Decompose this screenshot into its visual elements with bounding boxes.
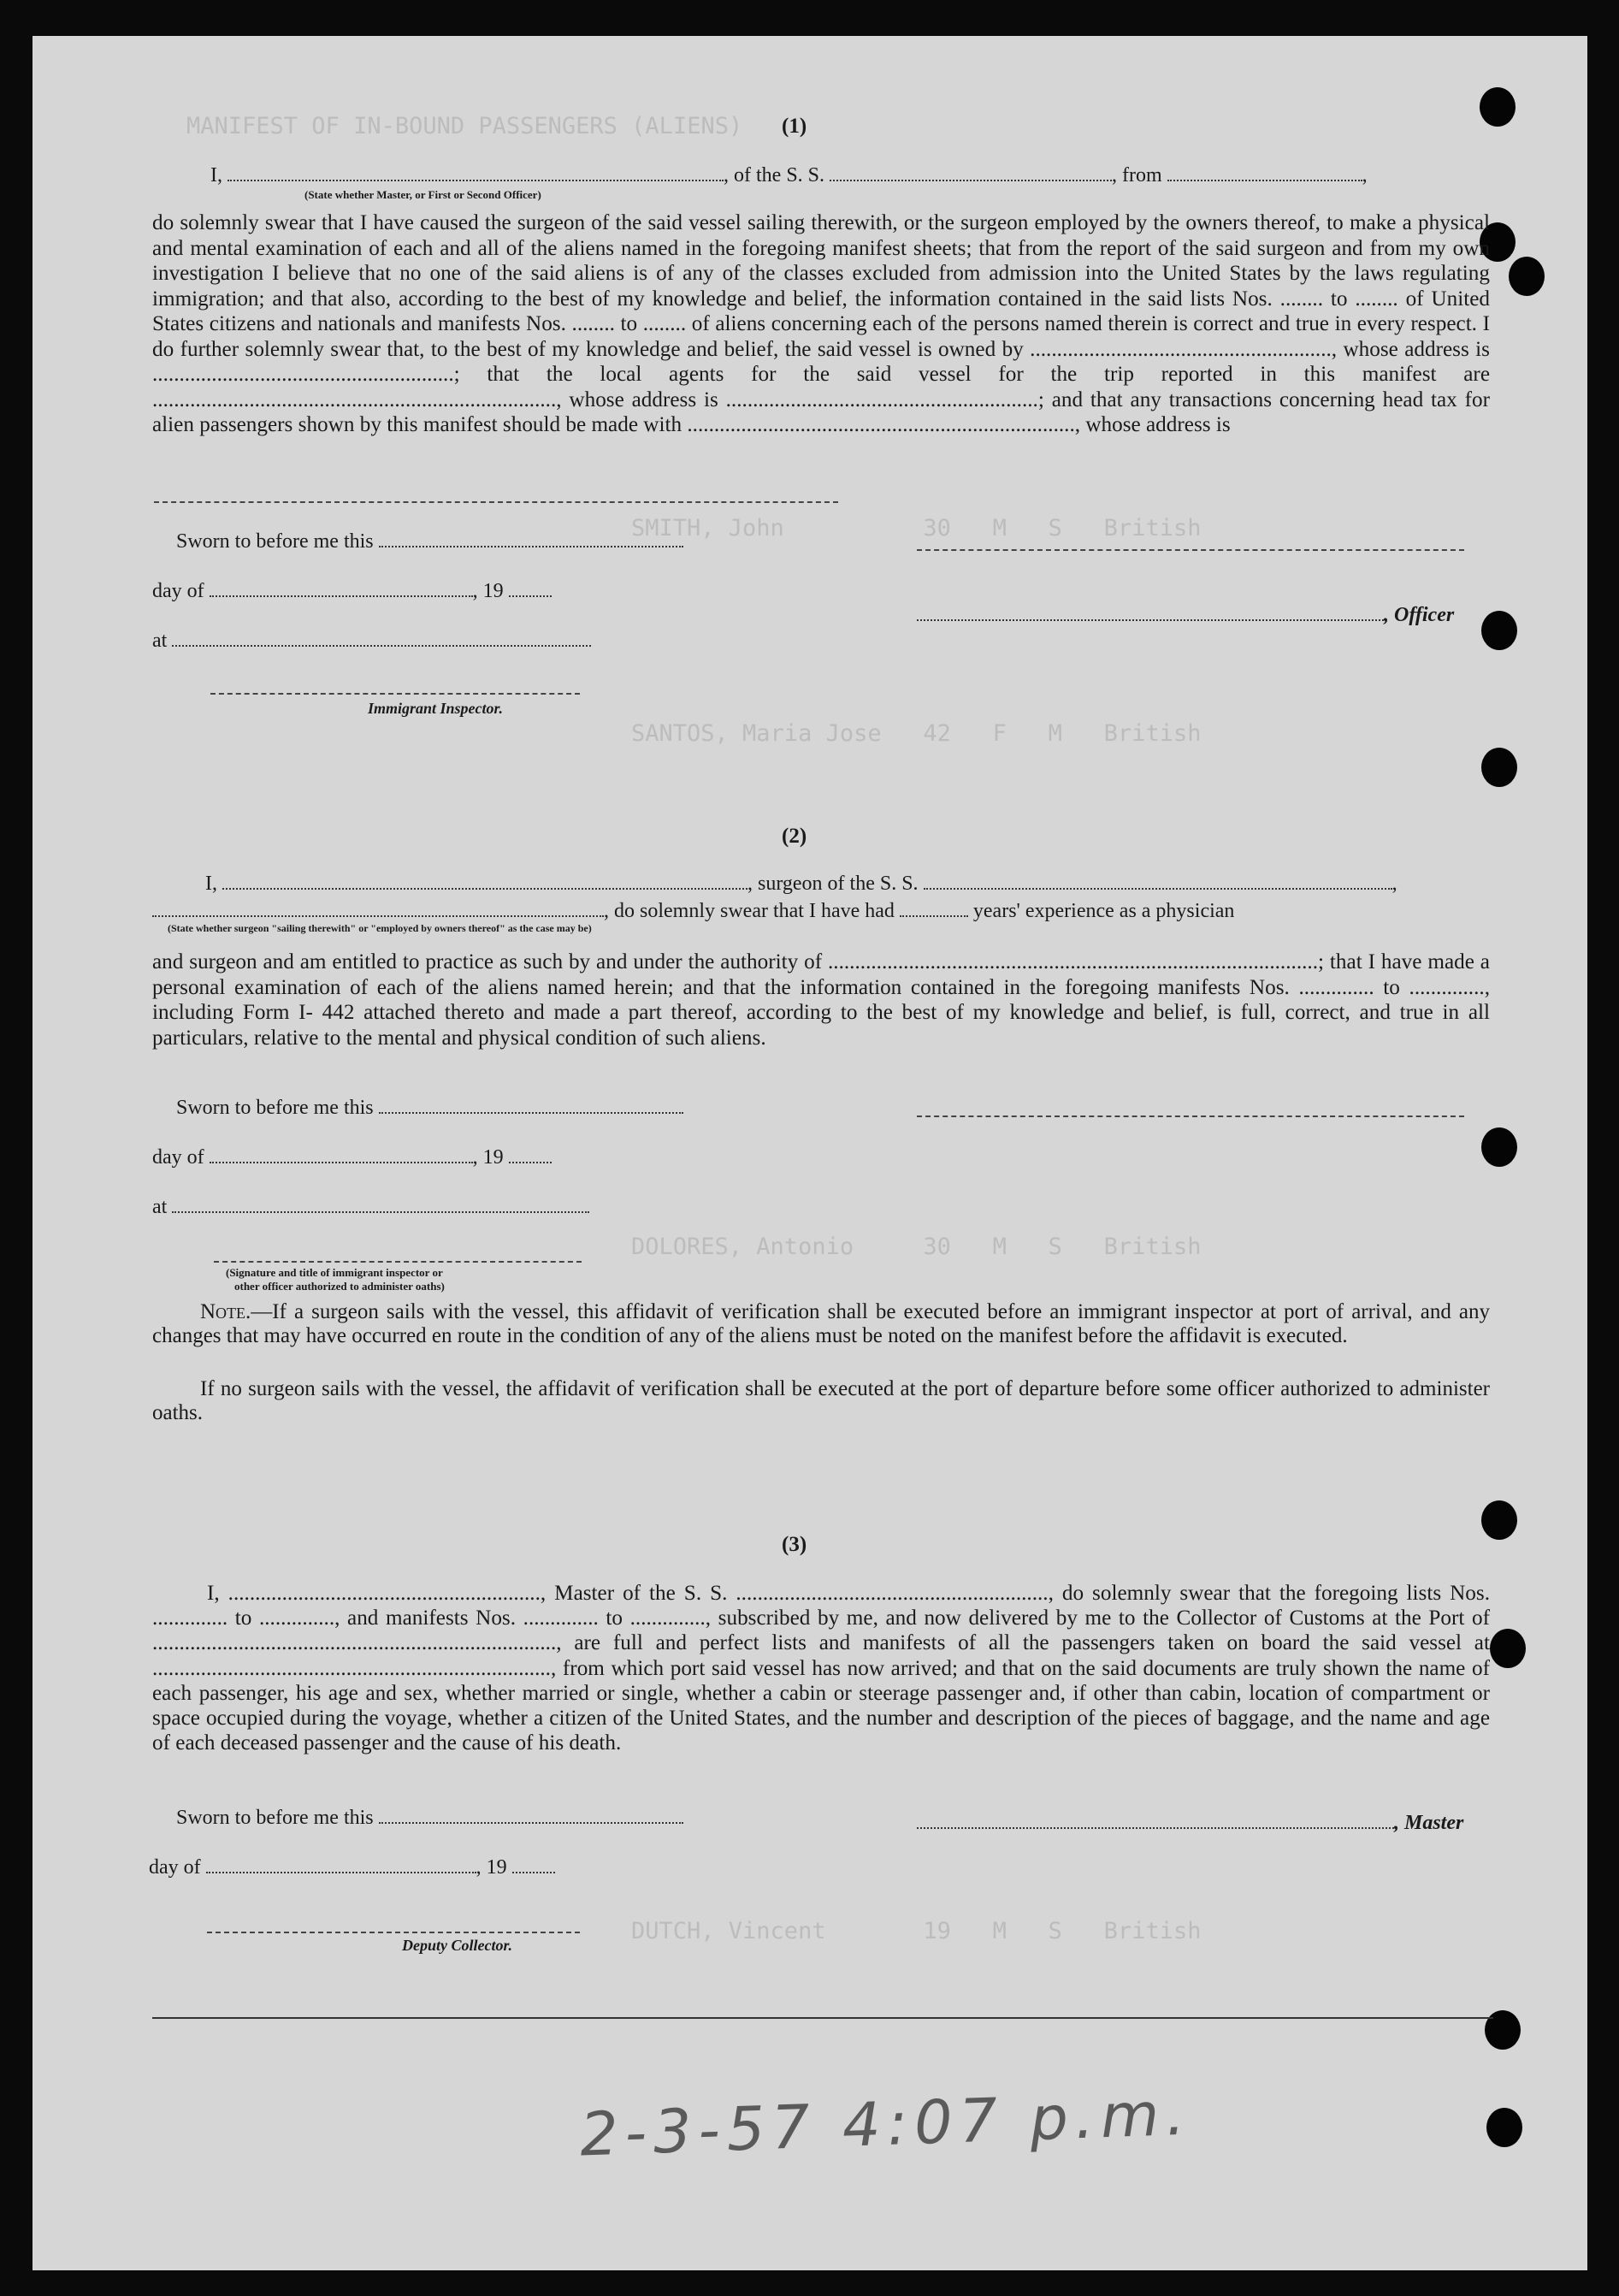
bleed-through: MANIFEST OF IN-BOUND PASSENGERS (ALIENS)	[186, 113, 743, 139]
at-line: at	[152, 1196, 589, 1219]
collector-caption: Deputy Collector.	[402, 1937, 512, 1954]
day-of-line: day of , 19	[152, 1146, 552, 1169]
punch-hole	[1486, 2108, 1522, 2147]
sworn-before-line: Sworn to before me this	[176, 1097, 683, 1120]
section-number: (1)	[782, 115, 807, 138]
handwritten-date: 2-3-57 4:07 p.m.	[578, 2078, 1193, 2170]
bleed-through: SANTOS, Maria Jose 42 F M British	[631, 720, 1202, 747]
signature-caption: other officer authorized to administer oaths)	[234, 1280, 445, 1293]
officer-signature: , Officer	[917, 604, 1454, 627]
inspector-caption: Immigrant Inspector.	[368, 700, 504, 717]
surgeon-line-2: , do solemnly swear that I have had years' experience as a physician	[152, 900, 1234, 923]
oath-line-officer: I, , of the S. S. , from ,	[210, 164, 1368, 186]
punch-hole	[1481, 748, 1517, 787]
sworn-before-line: Sworn to before me this	[176, 530, 683, 553]
note-paragraph-2: If no surgeon sails with the vessel, the affidavit of verification shall be executed at the port of departure before some officer authorized to administer oaths.	[152, 1377, 1490, 1424]
punch-hole	[1481, 611, 1517, 650]
section1-oath-paragraph: do solemnly swear that I have caused the surgeon of the said vessel sailing therewith, or the surgeon employed by the owners thereof, to make a physical and mental examination of each and all of the aliens named in the foregoing manifest sheets; that from the report of the said surgeon and from my own investigation I believe that no one of the said aliens is of any of the classes excluded from admission into the United States by the laws regulating immigration; and that also, according to the best of my knowledge and belief, the information contained in the said lists Nos. ........ to ........ of United States citizens and nationals and manifests Nos. ........ to ........ of aliens concerning each of the persons named therein is correct and true in every respect. I do further solemnly swear that, to the best of my knowledge and belief, the said vessel is owned by ........................................................, whose address is ........................................................; that the local agents for the said vessel for the trip reported in this manifest are ..........................................................................., whose address is ..........................................................; and that any transactions concerning head tax for alien passengers shown by this manifest should be made with ........................................................................, whose address is	[152, 211, 1490, 436]
signature-caption: (Signature and title of immigrant inspector or	[226, 1266, 443, 1279]
punch-hole	[1480, 87, 1516, 127]
section-number: (2)	[782, 825, 807, 848]
at-line: at	[152, 630, 591, 653]
section2-oath-paragraph: and surgeon and am entitled to practice as such by and under the authority of ...........................................................................................; that I have made a personal examination of each of the aliens named herein; and that the information contained in the foregoing manifests Nos. .............. to .............., including Form I- 442 attached thereto and made a part thereof, according to the best of my knowledge and belief, is full, correct, and true in all particulars, relative to the mental and physical condition of such aliens.	[152, 950, 1490, 1050]
bleed-through: DUTCH, Vincent 19 M S British	[631, 1918, 1202, 1944]
surgeon-line: I, , surgeon of the S. S. ,	[205, 873, 1397, 895]
punch-hole	[1481, 1500, 1517, 1540]
day-of-line: day of , 19	[152, 580, 552, 603]
punch-hole	[1485, 2010, 1521, 2050]
signature-line	[917, 549, 1464, 551]
section-number: (3)	[782, 1533, 807, 1556]
bleed-through: SMITH, John 30 M S British	[631, 515, 1202, 541]
section3-oath-paragraph: I, .........................................................., Master of the S. S. .........................................................., do solemnly swear that the foregoing lists Nos. .............. to .............., and manifests Nos. .............. to .............., subscribed by me, and now delivered by me to the Collector of Customs at the Port of ..........................................................................., are full and perfect lists and manifests of all the passengers taken on board the said vessel at .........................................................................., from which port said vessel has now arrived; and that on the said documents are truly shown the name of each passenger, his age and sex, whether married or single, whether a cabin or steerage passenger and, if other than cabin, location of compartment or space occupied during the voyage, whether a citizen of the United States, and the number and description of the pieces of baggage, and the name and age of each deceased passenger and the cause of his death.	[152, 1582, 1490, 1755]
punch-hole	[1509, 257, 1545, 296]
bleed-through: DOLORES, Antonio 30 M S British	[631, 1234, 1202, 1260]
day-of-line: day of , 19	[149, 1856, 555, 1879]
field-caption: (State whether Master, or First or Second Officer)	[304, 188, 541, 201]
signature-line	[917, 1115, 1464, 1117]
bottom-rule	[152, 2017, 1493, 2019]
sworn-before-line: Sworn to before me this	[176, 1807, 683, 1830]
field-caption: (State whether surgeon "sailing therewith" or "employed by owners thereof" as the case may be)	[168, 922, 592, 934]
note-paragraph: Note.—If a surgeon sails with the vessel, this affidavit of verification shall be executed before an immigrant inspector at port of arrival, and any changes that may have occurred en route in the condition of any of the aliens must be noted on the manifest before the affidavit is executed.	[152, 1300, 1490, 1347]
punch-hole	[1490, 1629, 1526, 1668]
punch-hole	[1481, 1127, 1517, 1167]
manifest-page	[32, 36, 1587, 2270]
master-signature: , Master	[917, 1812, 1463, 1835]
